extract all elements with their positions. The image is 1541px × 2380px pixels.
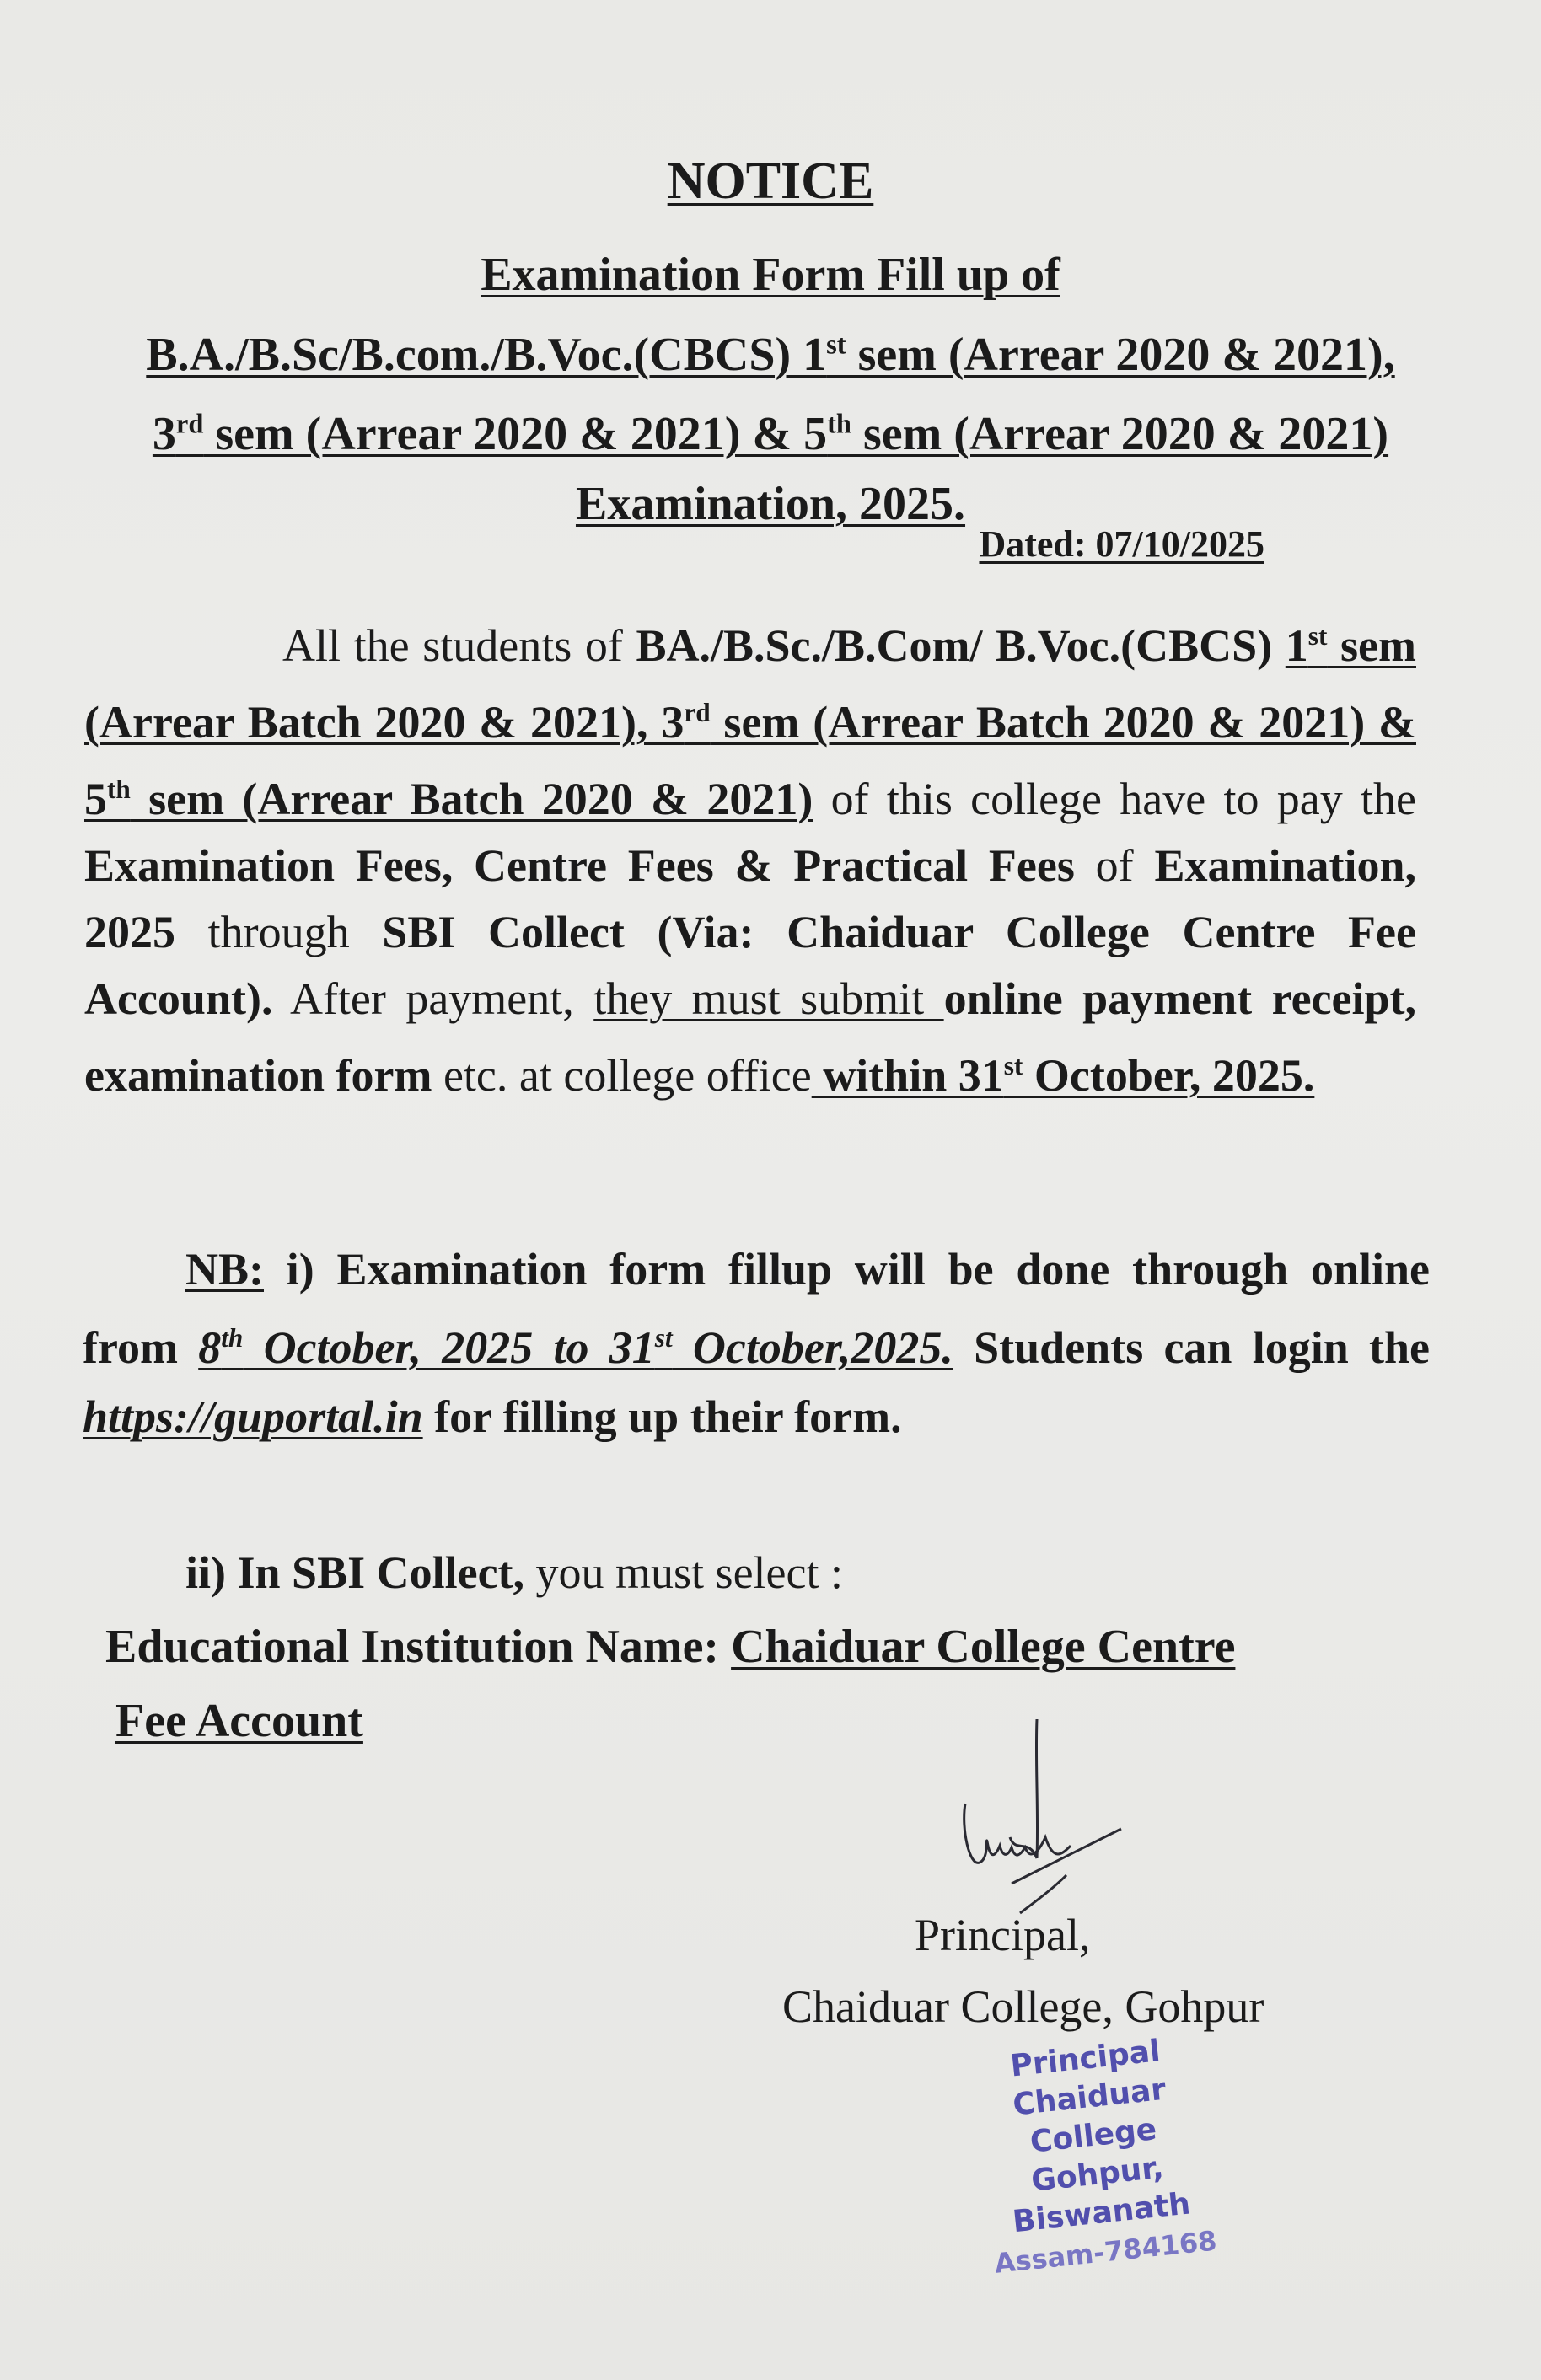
- signature: [910, 1711, 1146, 1930]
- notice-body: All the students of BA./B.Sc./B.Com/ B.Voc.(CBCS) 1st sem (Arrear Batch 2020 & 2021), 3rd sem (Arrear Batch 2020 & 2021) & 5th sem (Arrear Batch 2020 & 2021) of this college have to pay the Examination Fees, Centre Fees & Practical Fees of Examination, 2025 through SBI Collect (Via: Chaiduar College Centre Fee Account). After payment, they must submit online payment receipt, examination form etc. at college office within 31st October, 2025.: [84, 620, 1416, 1101]
- body-sbi-collect: SBI Collect (Via: Chaiduar College Centre Fee Account).: [84, 907, 1416, 1024]
- body-deadline: within 31st October, 2025.: [811, 1050, 1315, 1101]
- principal-stamp: Principal Chaiduar College Gohpur, Biswanath Assam-784168: [992, 2034, 1219, 2280]
- institution-value: Chaiduar College Centre: [731, 1621, 1236, 1673]
- nb-section: NB: i) Examination form fillup will be done through online from 8th October, 2025 to 31st October,2025. Students can login the https://guportal.in for filling up their form.: [83, 1244, 1430, 1442]
- notice-date: Dated: 07/10/2025: [979, 523, 1264, 565]
- body-batches: 1st sem (Arrear Batch 2020 & 2021), 3rd sem (Arrear Batch 2020 & 2021) & 5th sem (Arrear Batch 2020 & 2021): [84, 620, 1416, 824]
- notice-title: NOTICE: [667, 153, 874, 210]
- nb-label: NB:: [185, 1244, 264, 1295]
- portal-link[interactable]: https://guportal.in: [83, 1391, 423, 1442]
- sbi-instruction: ii) In SBI Collect, you must select :: [185, 1547, 843, 1598]
- subtitle-courses: B.A./B.Sc/B.com./B.Voc.(CBCS) 1st sem (Arrear 2020 & 2021), 3rd sem (Arrear 2020 & 2021) & 5th sem (Arrear 2020 & 2021) Examination, 2025.: [146, 328, 1395, 531]
- notice-subtitle: [126, 240, 1415, 539]
- nb-date-range: 8th October, 2025 to 31st October,2025.: [198, 1322, 953, 1373]
- institution-name: Educational Institution Name: Chaiduar College Centre Fee Account: [105, 1610, 1404, 1758]
- subtitle-line1: Examination Form Fill up of: [481, 249, 1060, 301]
- signatory-college: Chaiduar College, Gohpur: [782, 1981, 1264, 2032]
- signatory-designation: Principal,: [915, 1910, 1091, 1960]
- institution-value-2: Fee Account: [115, 1695, 363, 1747]
- body-fees: Examination Fees, Centre Fees & Practical Fees: [84, 840, 1075, 891]
